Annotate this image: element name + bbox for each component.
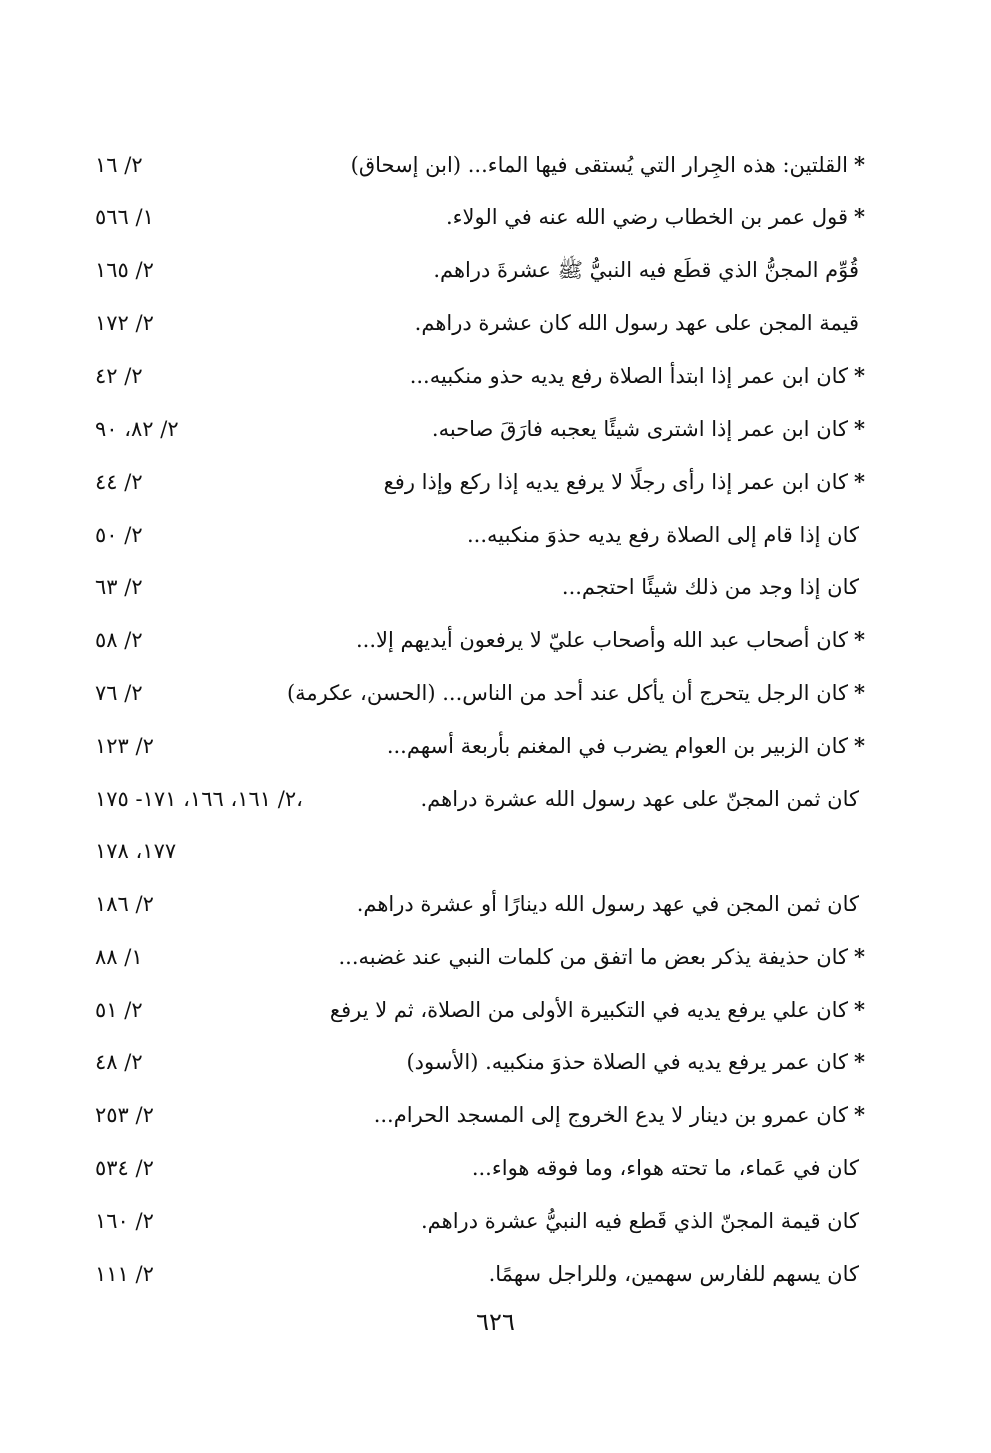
entry-text: قُوِّم المجنُّ الذي قطَع فيه النبيُّ ﷺ عشرةَ دراهم.	[433, 258, 859, 282]
entry-reference: ٢/ ٦٣	[95, 575, 143, 599]
entry-text: *كان الزبير بن العوام يضرب في المغنم بأربعة أسهم...	[386, 733, 865, 758]
entry-text: *القلتين: هذه الجِرار التي يُستقى فيها الماء... (ابن إسحاق)	[350, 152, 865, 177]
entry-reference: ٢/ ١٧٢	[95, 311, 154, 335]
entry-reference: ٢/ ١٦٠	[95, 1209, 154, 1233]
entry-reference: ٢/ ١٢٣	[95, 734, 154, 758]
entry-reference: ٢/ ١٦٥	[95, 258, 154, 282]
index-entry	[95, 937, 865, 977]
entry-reference: ٢/ ٥٨	[95, 628, 143, 652]
entry-reference: ٢/ ١١١	[95, 1262, 154, 1286]
entry-reference: ١٧٧، ١٧٨	[95, 839, 177, 863]
entry-reference: ١/ ٥٦٦	[95, 205, 154, 229]
entry-text: *كان علي يرفع يديه في التكبيرة الأولى من الصلاة، ثم لا يرفع	[329, 997, 865, 1022]
entry-text: *كان الرجل يتحرج أن يأكل عند أحد من الناس... (الحسن، عكرمة)	[286, 680, 865, 705]
index-entry	[95, 409, 865, 449]
index-entry	[95, 250, 865, 290]
entry-reference: ٢/ ٥٣٤	[95, 1156, 154, 1180]
entry-reference: ٢/ ٤٢	[95, 364, 143, 388]
entry-reference: ٢/ ٥٠	[95, 523, 143, 547]
entry-text: كان إذا قام إلى الصلاة رفع يديه حذوَ منكبيه...	[466, 523, 859, 547]
index-entry	[95, 197, 865, 237]
entry-text: كان يسهم للفارس سهمين، وللراجل سهمًا.	[488, 1262, 859, 1286]
index-entry	[95, 1201, 865, 1241]
entry-text: *قول عمر بن الخطاب رضي الله عنه في الولاء.	[446, 204, 865, 229]
index-entry	[95, 303, 865, 343]
star-marker: *	[854, 204, 865, 229]
star-marker: *	[854, 680, 865, 705]
index-entry	[95, 145, 865, 185]
index-entry	[95, 1095, 865, 1135]
entry-reference: ٢/ ٨٢، ٩٠	[95, 417, 179, 441]
star-marker: *	[854, 469, 865, 494]
star-marker: *	[854, 997, 865, 1022]
index-entry-continuation	[95, 831, 865, 871]
star-marker: *	[854, 363, 865, 388]
entry-text: كان ثمن المجنّ على عهد رسول الله عشرة دراهم.	[420, 787, 859, 811]
entry-reference: ١/ ٨٨	[95, 945, 143, 969]
index-entry	[95, 620, 865, 660]
entry-text: *كان حذيفة يذكر بعض ما اتفق من كلمات النبي عند غضبه...	[338, 944, 865, 969]
entry-text	[859, 831, 865, 871]
index-entry	[95, 462, 865, 502]
entry-text: قيمة المجن على عهد رسول الله كان عشرة دراهم.	[414, 311, 859, 335]
index-entry	[95, 567, 865, 607]
index-entry	[95, 1148, 865, 1188]
entry-text: *كان عمر يرفع يديه في الصلاة حذوَ منكبيه. (الأسود)	[406, 1049, 865, 1074]
entry-reference: ٢/ ١٨٦	[95, 892, 154, 916]
entry-reference: ٢/ ٢٥٣	[95, 1103, 154, 1127]
entry-text: كان ثمن المجن في عهد رسول الله دينارًا أو عشرة دراهم.	[356, 892, 859, 916]
star-marker: *	[854, 944, 865, 969]
entry-text: كان في عَماء، ما تحته هواء، وما فوقه هواء...	[471, 1156, 859, 1180]
star-marker: *	[854, 733, 865, 758]
entry-reference: ٢/ ١٦	[95, 153, 143, 177]
index-entry	[95, 1254, 865, 1294]
index-entry	[95, 726, 865, 766]
index-entry	[95, 673, 865, 713]
entry-reference: ٢/ ٧٦	[95, 681, 143, 705]
entry-text: *كان أصحاب عبد الله وأصحاب عليّ لا يرفعون أيديهم إلا...	[355, 627, 865, 652]
entry-text: كان قيمة المجنّ الذي قَطع فيه النبيُّ عشرة دراهم.	[421, 1209, 859, 1233]
entry-text: كان إذا وجد من ذلك شيئًا احتجم...	[561, 575, 859, 599]
entry-reference: ٢/ ٤٨	[95, 1050, 143, 1074]
entry-text: *كان ابن عمر إذا رأى رجلًا لا يرفع يديه إذا ركع وإذا رفع	[383, 469, 865, 494]
index-entry	[95, 884, 865, 924]
index-entry	[95, 1042, 865, 1082]
index-entry	[95, 356, 865, 396]
index-entry	[95, 515, 865, 555]
entry-text: *كان ابن عمر إذا اشترى شيئًا يعجبه فارَقَ صاحبه.	[431, 416, 865, 441]
star-marker: *	[854, 152, 865, 177]
entry-text: *كان ابن عمر إذا ابتدأ الصلاة رفع يديه حذو منكبيه...	[409, 363, 865, 388]
star-marker: *	[854, 627, 865, 652]
entry-reference: ٢/ ٤٤	[95, 470, 143, 494]
star-marker: *	[854, 1102, 865, 1127]
entry-reference: ٢/ ٥١	[95, 998, 143, 1022]
page-number: ٦٢٦	[476, 1308, 515, 1336]
entry-text: *كان عمرو بن دينار لا يدع الخروج إلى المسجد الحرام...	[373, 1102, 865, 1127]
star-marker: *	[854, 1049, 865, 1074]
index-entry	[95, 990, 865, 1030]
entry-reference: ٢/ ١٦١، ١٦٦، ١٧١- ١٧٥،	[95, 787, 303, 811]
index-entry	[95, 779, 865, 819]
star-marker: *	[854, 416, 865, 441]
